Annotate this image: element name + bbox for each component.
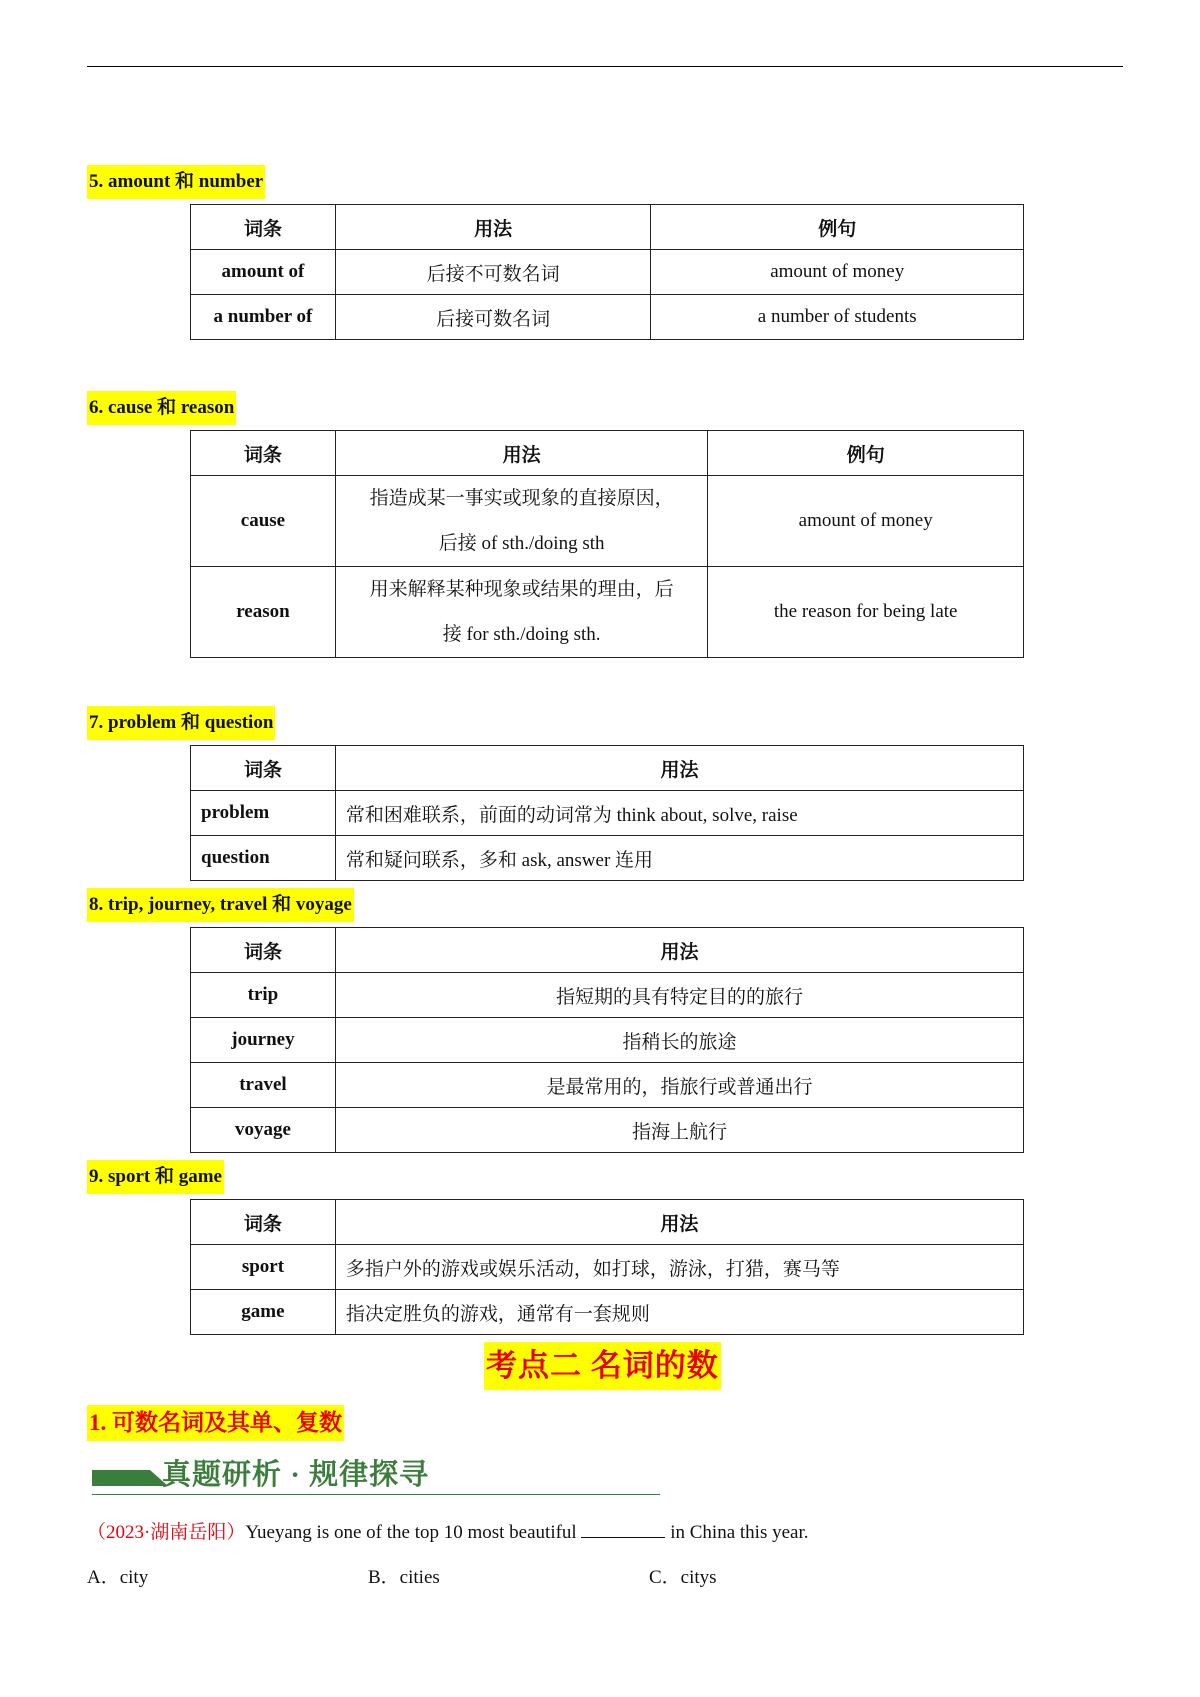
col-header-usage: 用法 (335, 928, 1023, 973)
sub-title: 1. 可数名词及其单、复数 (87, 1405, 344, 1441)
example-cell: amount of money (708, 476, 1024, 567)
word-cell: game (191, 1290, 336, 1335)
word-cell: journey (191, 1018, 336, 1063)
word-cell: cause (191, 476, 336, 567)
usage-line-2: 接 for sth./doing sth. (442, 624, 601, 645)
question-text-before: Yueyang is one of the top 10 most beautiful (245, 1522, 582, 1543)
word-cell: amount of (191, 250, 336, 295)
table-problem-question (190, 745, 1024, 881)
heading-9: 9. sport 和 game (87, 1160, 224, 1194)
table-row (191, 791, 1024, 836)
table-amount-number (190, 204, 1024, 340)
usage-line-2: 后接 of sth./doing sth (438, 533, 605, 554)
word-cell: travel (191, 1063, 336, 1108)
section-title: 考点二 名词的数 (484, 1342, 721, 1390)
heading-8: 8. trip, journey, travel 和 voyage (87, 888, 354, 922)
table-row (191, 1290, 1024, 1335)
col-header-usage: 用法 (335, 205, 651, 250)
usage-line-1: 指造成某一事实或现象的直接原因， (369, 488, 674, 509)
option-b: B．cities (368, 1567, 440, 1588)
word-cell: a number of (191, 295, 336, 340)
usage-cell: 后接可数名词 (335, 295, 651, 340)
table-cause-reason (190, 430, 1024, 658)
usage-cell (335, 567, 708, 658)
question (87, 1518, 808, 1548)
example-cell: the reason for being late (708, 567, 1024, 658)
col-header-example: 例句 (708, 431, 1024, 476)
usage-cell: 多指户外的游戏或娱乐活动，如打球，游泳，打猎，赛马等 (335, 1245, 1023, 1290)
table-row (191, 1063, 1024, 1108)
banner-text: 真题研析 · 规律探寻 (162, 1459, 430, 1491)
usage-cell: 常和困难联系，前面的动词常为 think about, solve, raise (335, 791, 1023, 836)
word-cell: trip (191, 973, 336, 1018)
question-source: （2023·湖南岳阳） (87, 1522, 246, 1543)
table-row (191, 973, 1024, 1018)
usage-cell: 指稍长的旅途 (335, 1018, 1023, 1063)
table-row (191, 1018, 1024, 1063)
table-row (191, 476, 1024, 567)
col-header-word: 词条 (191, 205, 336, 250)
col-header-usage: 用法 (335, 431, 708, 476)
col-header-word: 词条 (191, 431, 336, 476)
usage-cell: 是最常用的，指旅行或普通出行 (335, 1063, 1023, 1108)
table-row (191, 1245, 1024, 1290)
banner-bar (92, 1470, 150, 1486)
example-cell: a number of students (651, 295, 1024, 340)
usage-cell (335, 476, 708, 567)
table-row (191, 250, 1024, 295)
word-cell: question (191, 836, 336, 881)
usage-cell: 后接不可数名词 (335, 250, 651, 295)
option-a: A．city (87, 1567, 149, 1588)
usage-cell: 常和疑问联系，多和 ask, answer 连用 (335, 836, 1023, 881)
usage-cell: 指短期的具有特定目的的旅行 (335, 973, 1023, 1018)
header-rule (87, 66, 1123, 67)
usage-cell: 指决定胜负的游戏，通常有一套规则 (335, 1290, 1023, 1335)
table-row (191, 836, 1024, 881)
heading-6: 6. cause 和 reason (87, 391, 236, 425)
word-cell: voyage (191, 1108, 336, 1153)
heading-5: 5. amount 和 number (87, 165, 265, 199)
table-sport-game (190, 1199, 1024, 1335)
col-header-usage: 用法 (335, 746, 1023, 791)
word-cell: sport (191, 1245, 336, 1290)
table-row (191, 1108, 1024, 1153)
col-header-word: 词条 (191, 1200, 336, 1245)
table-row (191, 567, 1024, 658)
word-cell: problem (191, 791, 336, 836)
col-header-example: 例句 (651, 205, 1024, 250)
table-row (191, 295, 1024, 340)
banner-underline (92, 1494, 660, 1495)
col-header-usage: 用法 (335, 1200, 1023, 1245)
example-cell: amount of money (651, 250, 1024, 295)
banner (92, 1450, 660, 1496)
table-trip-journey (190, 927, 1024, 1153)
usage-line-1: 用来解释某种现象或结果的理由，后 (369, 579, 674, 600)
answer-blank (581, 1519, 665, 1538)
question-text-after: in China this year. (665, 1522, 809, 1543)
option-c: C．citys (649, 1567, 717, 1588)
col-header-word: 词条 (191, 928, 336, 973)
usage-cell: 指海上航行 (335, 1108, 1023, 1153)
word-cell: reason (191, 567, 336, 658)
col-header-word: 词条 (191, 746, 336, 791)
heading-7: 7. problem 和 question (87, 706, 275, 740)
